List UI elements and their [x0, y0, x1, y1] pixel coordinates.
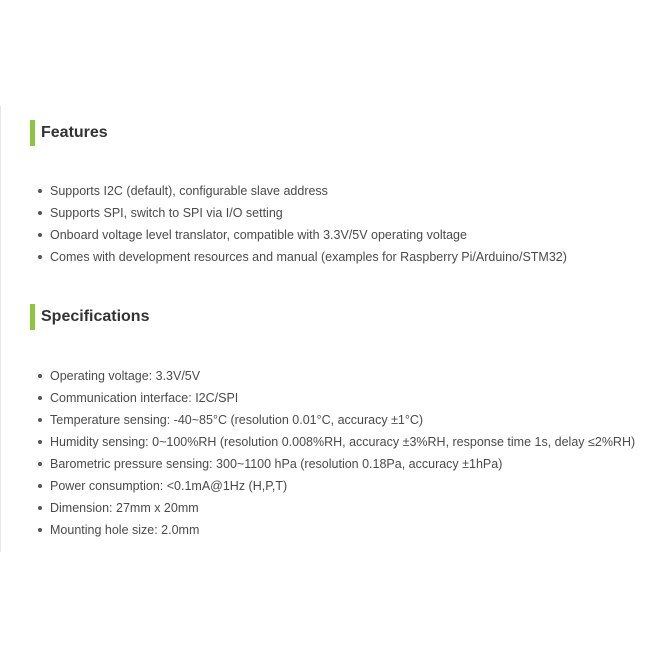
bullet-icon [38, 418, 42, 422]
list-item [38, 180, 567, 202]
list-item [38, 202, 567, 224]
list-item-text: Barometric pressure sensing: 300~1100 hPa (resolution 0.18Pa, accuracy ±1hPa) [50, 457, 503, 471]
list-item [38, 475, 635, 497]
list-item [38, 431, 635, 453]
bullet-icon [38, 211, 42, 215]
list-item-text: Communication interface: I2C/SPI [50, 391, 239, 405]
features-heading-text: Features [41, 124, 108, 141]
list-item-text: Humidity sensing: 0~100%RH (resolution 0.008%RH, accuracy ±3%RH, response time 1s, delay ≤2%RH) [50, 435, 636, 449]
list-item-text: Mounting hole size: 2.0mm [50, 523, 200, 537]
specifications-list [38, 365, 635, 541]
list-item [38, 497, 635, 519]
bullet-icon [38, 440, 42, 444]
list-item [38, 519, 635, 541]
bullet-icon [38, 506, 42, 510]
bullet-icon [38, 528, 42, 532]
list-item [38, 224, 567, 246]
bullet-icon [38, 396, 42, 400]
list-item-text: Power consumption: <0.1mA@1Hz (H,P,T) [50, 479, 288, 493]
list-item-text: Temperature sensing: -40~85°C (resolution 0.01°C, accuracy ±1°C) [50, 413, 424, 427]
specifications-heading-text: Specifications [41, 308, 150, 325]
bullet-icon [38, 374, 42, 378]
list-item [38, 387, 635, 409]
bullet-icon [38, 233, 42, 237]
list-item-text: Onboard voltage level translator, compatible with 3.3V/5V operating voltage [50, 228, 467, 242]
list-item-text: Dimension: 27mm x 20mm [50, 501, 199, 515]
list-item-text: Supports SPI, switch to SPI via I/O setting [50, 206, 283, 220]
list-item [38, 453, 635, 475]
list-item [38, 365, 635, 387]
bullet-icon [38, 462, 42, 466]
specifications-heading [30, 304, 149, 330]
list-item [38, 409, 635, 431]
list-item-text: Supports I2C (default), configurable slave address [50, 184, 328, 198]
bullet-icon [38, 189, 42, 193]
list-item-text: Operating voltage: 3.3V/5V [50, 369, 201, 383]
list-item [38, 246, 567, 268]
features-list [38, 180, 567, 268]
list-item-text: Comes with development resources and manual (examples for Raspberry Pi/Arduino/STM32) [50, 250, 567, 264]
features-heading [30, 120, 108, 146]
bullet-icon [38, 484, 42, 488]
bullet-icon [38, 255, 42, 259]
